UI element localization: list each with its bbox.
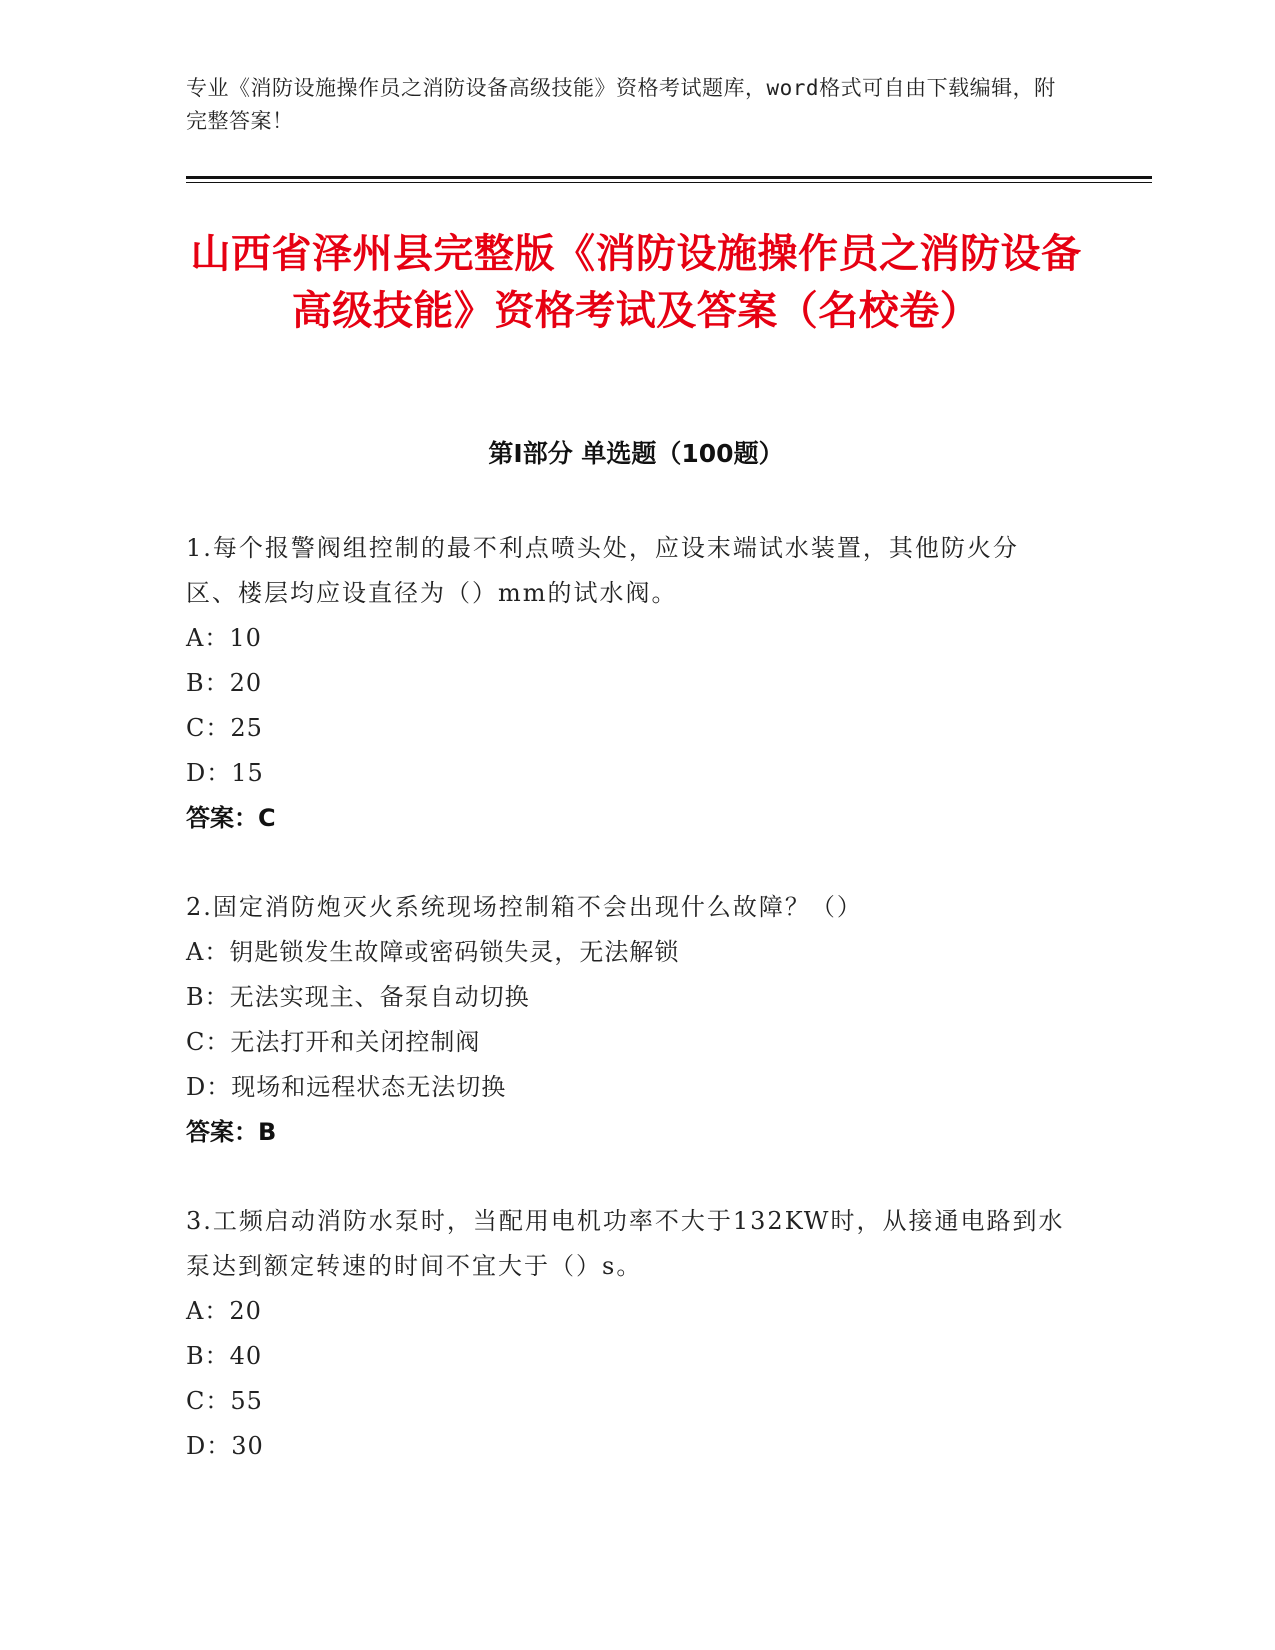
- option-b: B：无法实现主、备泵自动切换: [186, 983, 530, 1011]
- option-a: A：20: [186, 1297, 262, 1325]
- option-c: C：无法打开和关闭控制阀: [186, 1028, 481, 1056]
- answer: 答案：C: [186, 804, 276, 832]
- question-3: [186, 1199, 1066, 1469]
- question-2: [186, 885, 1066, 1155]
- section-title: 第Ⅰ部分 单选题（100题）: [488, 439, 784, 468]
- header-rule-thick: [186, 176, 1152, 179]
- question-stem: 1.每个报警阀组控制的最不利点喷头处，应设末端试水装置，其他防火分区、楼层均应设直径为（）mm的试水阀。: [186, 534, 1019, 607]
- header-rule-thin: [186, 182, 1152, 183]
- question-stem: 2.固定消防炮灭火系统现场控制箱不会出现什么故障？（）: [186, 893, 863, 921]
- option-b: B：20: [186, 669, 263, 697]
- option-c: C：55: [186, 1387, 263, 1415]
- document-title: 山西省泽州县完整版《消防设施操作员之消防设备高级技能》资格考试及答案（名校卷）: [190, 231, 1082, 334]
- option-d: D：30: [186, 1432, 264, 1460]
- question-stem: 3.工频启动消防水泵时，当配用电机功率不大于132KW时，从接通电路到水泵达到额定转速的时间不宜大于（）s。: [186, 1207, 1065, 1280]
- option-d: D：15: [186, 759, 264, 787]
- option-c: C：25: [186, 714, 263, 742]
- header-note: 专业《消防设施操作员之消防设备高级技能》资格考试题库，word格式可自由下载编辑，附完整答案！: [186, 76, 1056, 133]
- option-b: B：40: [186, 1342, 263, 1370]
- answer: 答案：B: [186, 1118, 277, 1146]
- question-1: [186, 526, 1066, 841]
- question-list: [186, 526, 1066, 1513]
- option-d: D：现场和远程状态无法切换: [186, 1073, 507, 1101]
- option-a: A：10: [186, 624, 262, 652]
- option-a: A：钥匙锁发生故障或密码锁失灵，无法解锁: [186, 938, 680, 966]
